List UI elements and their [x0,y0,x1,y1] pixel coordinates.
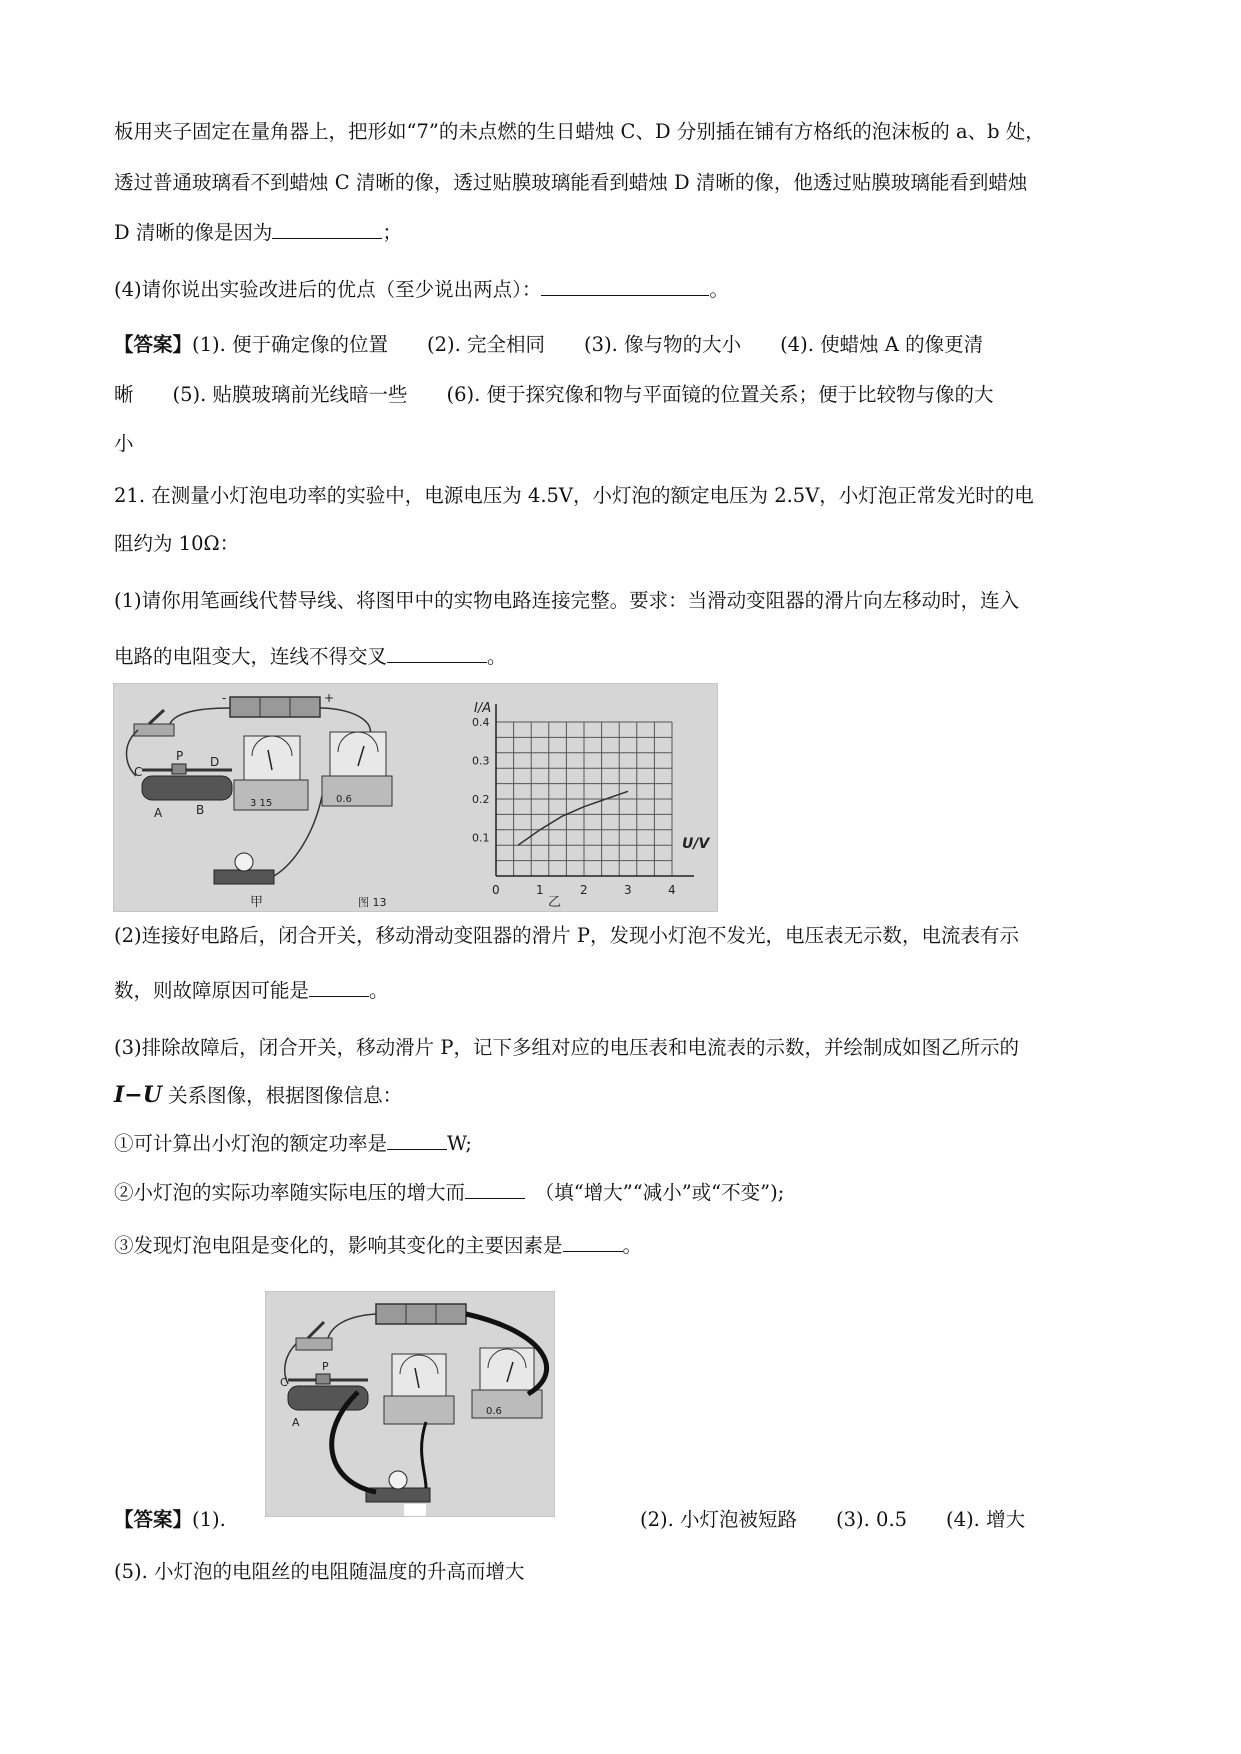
ammeter [480,1348,534,1390]
answer-line: (5). 小灯泡的电阻丝的电阻随温度的升高而增大 [114,1560,525,1583]
ammeter-base [322,776,392,806]
answer-line: 【答案】(1). [114,1508,226,1531]
x-tick-label: 3 [624,883,632,897]
rheostat-label: A [292,1416,300,1429]
x-tick-label: 4 [668,883,676,897]
text-line: ①可计算出小灯泡的额定功率是 W; [114,1132,472,1155]
figure-answer-circuit [265,1291,555,1517]
text-line: 阻约为 10Ω： [114,532,240,555]
rheostat-slider [172,764,186,774]
voltmeter [392,1354,446,1396]
rheostat [142,776,232,800]
light-bulb [235,853,253,871]
text-line: (4)请你说出实验改进后的优点（至少说出两点）： 。 [114,278,729,301]
blank[interactable] [387,644,487,663]
light-bulb [389,1471,407,1489]
text-line: 板用夹子固定在量角器上，把形如“7”的未点燃的生日蜡烛 C、D 分别插在铺有方格纸的泡沫板的 a、b 处， [114,120,1045,143]
rheostat-slider [316,1374,330,1384]
y-axis-label: I/A [474,701,492,716]
x-tick-label: 1 [536,883,544,897]
rheostat-label: C [280,1376,288,1389]
text-line: 电路的电阻变大，连线不得交叉 。 [114,645,507,668]
battery-pack [230,697,320,717]
answer-circuit-svg [266,1292,554,1516]
x-tick-label: 2 [580,883,588,897]
text-line: 透过普通玻璃看不到蜡烛 C 清晰的像，透过贴膜玻璃能看到蜡烛 D 清晰的像，他透过贴膜玻璃能看到蜡烛 [114,171,1028,194]
rheostat-label: P [322,1360,329,1373]
y-tick-label: 0.3 [472,754,490,768]
switch [134,724,174,736]
answer-line: 小 [114,432,134,455]
text-line: I−U 关系图像，根据图像信息： [114,1082,403,1108]
rheostat [288,1386,368,1410]
rheostat-label: C [134,765,143,779]
blank[interactable] [541,277,709,296]
caption-right: 乙 [548,895,562,910]
blank[interactable] [465,1180,525,1199]
iu-chart [472,701,710,910]
text-line: ②小灯泡的实际功率随实际电压的增大而 （填“增大”“减小”或“不变”); [114,1181,785,1204]
circuit-figure-svg [114,684,717,911]
blank[interactable] [387,1131,447,1150]
voltmeter [244,736,300,780]
blank[interactable] [309,978,369,997]
y-tick-label: 0.2 [472,793,490,806]
y-tick-label: 0.4 [472,716,490,729]
voltmeter-base [384,1396,454,1424]
answer-line: 晰 (5). 贴膜玻璃前光线暗一些 (6). 便于探究像和物与平面镜的位置关系；便于比较物与像的大 [114,383,994,406]
ammeter-range: 0.6 [486,1406,502,1417]
rheostat-label: A [154,806,163,820]
y-tick-label: 0.1 [472,831,490,845]
answer-line: (2). 小灯泡被短路 (3). 0.5 (4). 增大 [640,1508,1026,1531]
text-line: (2)连接好电路后，闭合开关，移动滑动变阻器的滑片 P，发现小灯泡不发光，电压表无示数，电流表有示 [114,924,1019,947]
minus-sign: - [222,691,227,705]
caption-figure: 图 13 [358,896,387,909]
plus-sign: + [324,691,335,705]
switch [296,1338,332,1350]
caption-left: 甲 [250,895,264,910]
text-line: (3)排除故障后，闭合开关，移动滑片 P，记下多组对应的电压表和电流表的示数，并绘制成如图乙所示的 [114,1036,1019,1059]
bulb-base [214,870,274,884]
ammeter [330,732,386,776]
x-tick-label: 0 [492,883,500,897]
question-21: 21. 在测量小灯泡电功率的实验中，电源电压为 4.5V，小灯泡的额定电压为 2.5V，小灯泡正常发光时的电 [114,484,1034,507]
text-line: D 清晰的像是因为 ； [114,221,402,244]
figure-circuit-and-graph [113,683,718,912]
text-line: ③发现灯泡电阻是变化的，影响其变化的主要因素是 。 [114,1234,643,1257]
battery-pack [376,1304,466,1324]
ammeter-range: 0.6 [336,794,352,805]
answer-line: 【答案】(1). 便于确定像的位置 (2). 完全相同 (3). 像与物的大小 (4). 使蜡烛 A 的像更清 [114,333,984,356]
answer-wire [422,1422,426,1488]
blank[interactable] [563,1233,623,1252]
blank[interactable] [272,220,382,239]
text-line: (1)请你用笔画线代替导线、将图甲中的实物电路连接完整。要求：当滑动变阻器的滑片向左移动时，连入 [114,589,1020,612]
rheostat-label: D [210,755,220,769]
rheostat-label: B [196,803,205,817]
voltmeter-range: 3 15 [250,798,273,809]
rheostat-label: P [176,749,184,763]
text-line: 数，则故障原因可能是 。 [114,979,389,1002]
formula-i-u: I−U [114,1082,162,1108]
x-axis-label: U/V [682,836,710,852]
